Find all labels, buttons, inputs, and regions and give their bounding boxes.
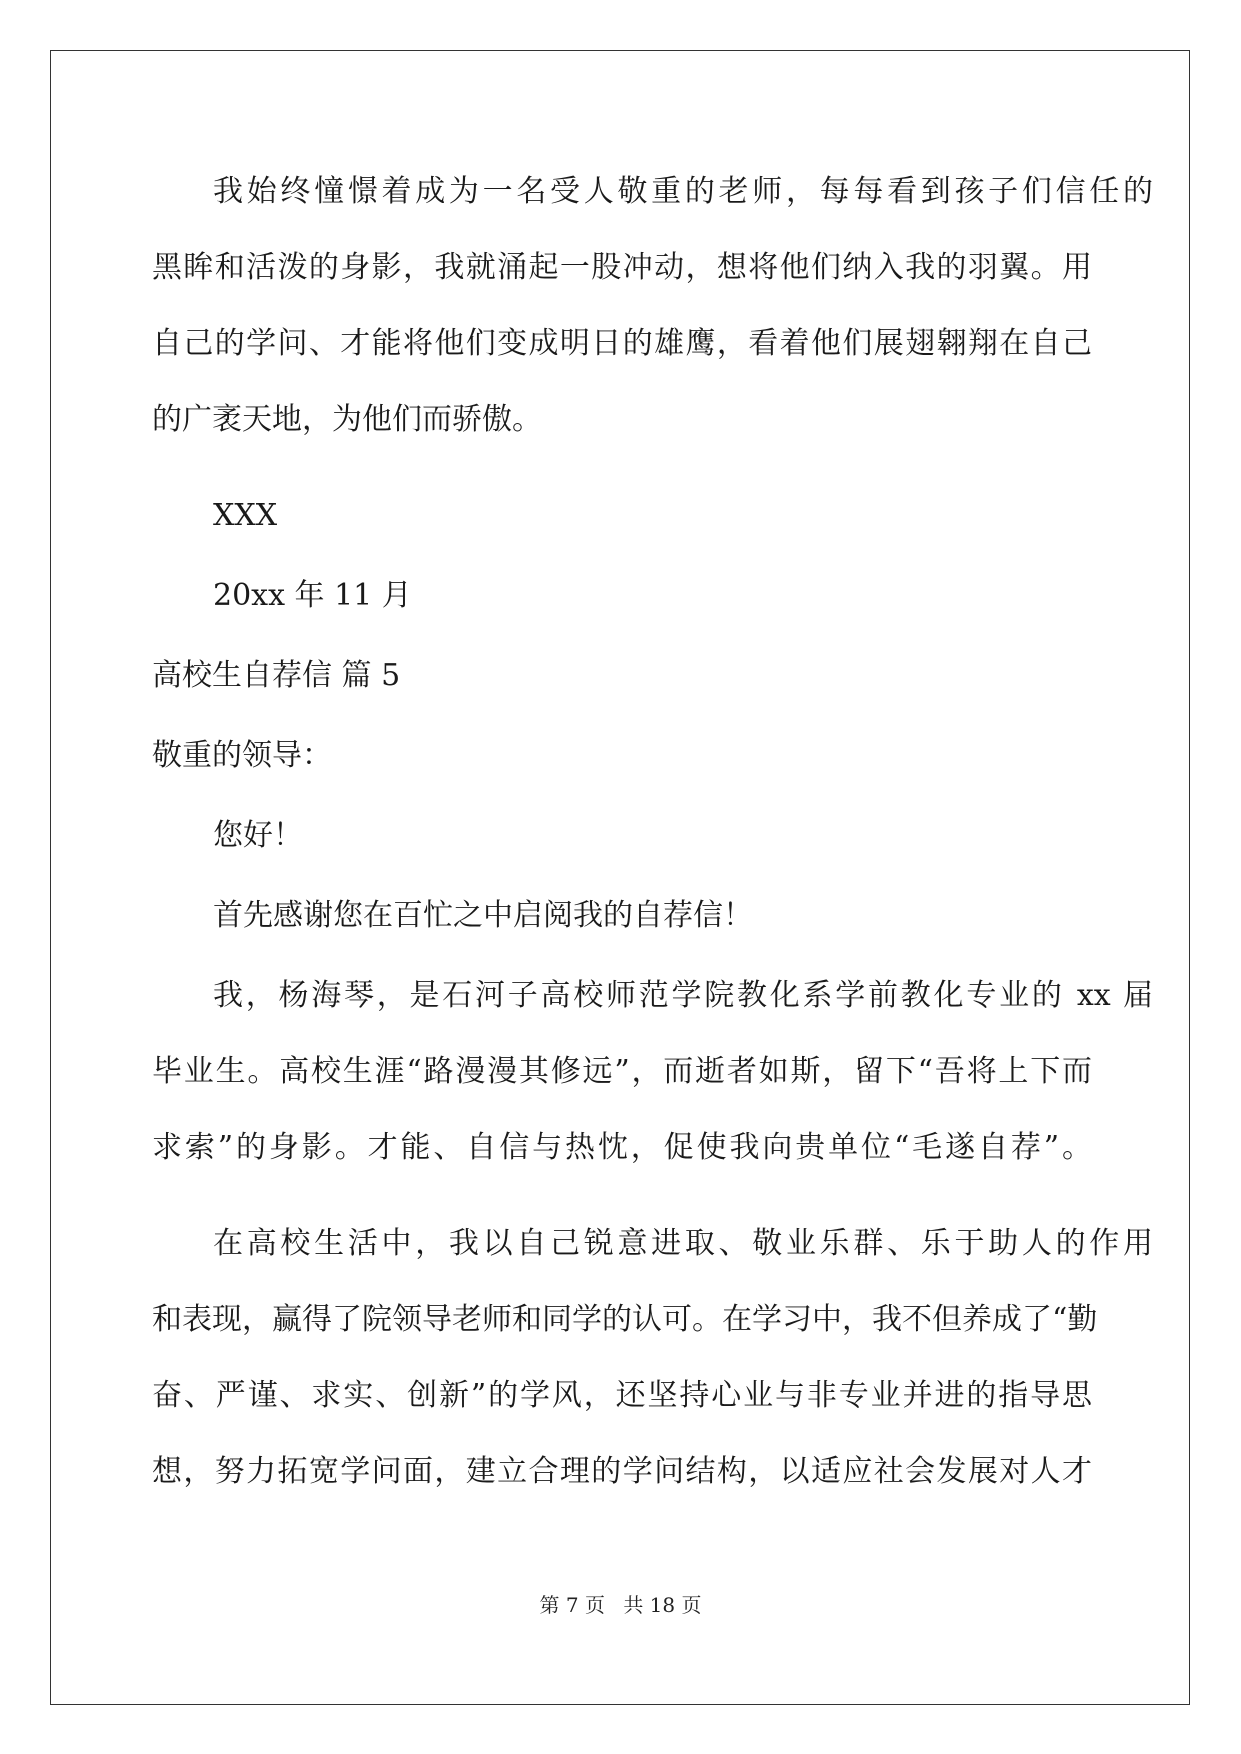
signature-date: 20xx 年 11 月 — [213, 578, 412, 613]
page-footer — [0, 1590, 1241, 1620]
body-line: 和表现，赢得了院领导老师和同学的认可。在学习中，我不但养成了“勤 — [152, 1302, 1098, 1337]
body-line: 自己的学问、才能将他们变成明日的雄鹰，看着他们展翅翱翔在自己 — [152, 326, 1092, 361]
greeting: 您好！ — [213, 818, 303, 853]
section-heading: 高校生自荐信 篇 5 — [152, 658, 401, 693]
page-number: 第 7 页 — [539, 1593, 605, 1617]
salutation: 敬重的领导： — [152, 738, 332, 773]
body-line: 在高校生活中，我以自己锐意进取、敬业乐群、乐于助人的作用 — [213, 1226, 1153, 1261]
body-line: 我，杨海琴，是石河子高校师范学院教化系学前教化专业的 xx 届 — [213, 978, 1153, 1013]
body-line: 求索”的身影。才能、自信与热忱，促使我向贵单位“毛遂自荐”。 — [152, 1130, 1092, 1165]
body-line: 我始终憧憬着成为一名受人敬重的老师，每每看到孩子们信任的 — [213, 174, 1153, 209]
body-line: 想，努力拓宽学问面，建立合理的学问结构，以适应社会发展对人才 — [152, 1454, 1092, 1489]
body-line: 首先感谢您在百忙之中启阅我的自荐信！ — [213, 898, 753, 933]
page-total: 共 18 页 — [623, 1593, 702, 1617]
body-line: 奋、严谨、求实、创新”的学风，还坚持心业与非专业并进的指导思 — [152, 1378, 1092, 1413]
body-line: 黑眸和活泼的身影，我就涌起一股冲动，想将他们纳入我的羽翼。用 — [152, 250, 1092, 285]
body-line: 的广袤天地，为他们而骄傲。 — [152, 402, 542, 437]
signature-name: XXX — [213, 498, 278, 533]
body-line: 毕业生。高校生涯“路漫漫其修远”，而逝者如斯，留下“吾将上下而 — [152, 1054, 1092, 1089]
